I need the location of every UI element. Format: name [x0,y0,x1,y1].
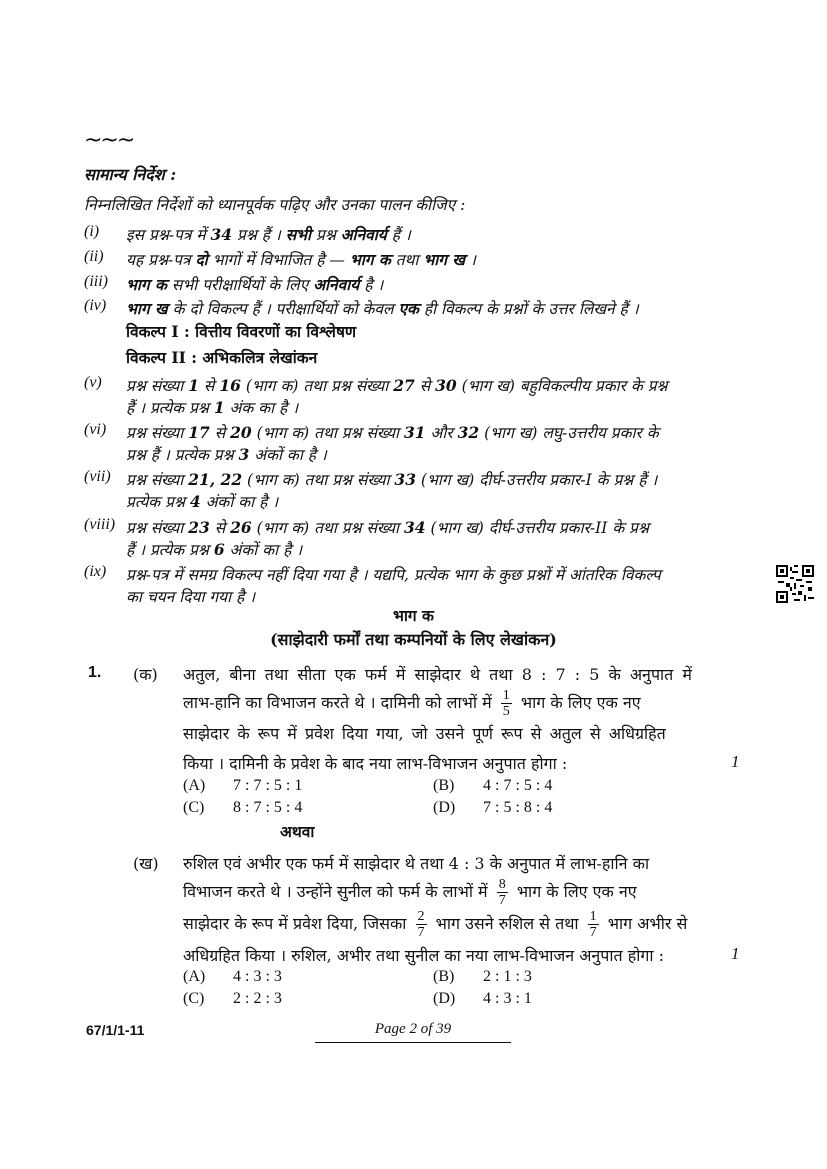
q1a-option-label: (A) [183,777,206,794]
instruction-text-part: प्रश्न संख्या [126,377,189,395]
instruction-number: (ix) [84,563,107,580]
q1b-line-3 [183,909,687,940]
instruction-text-part: 17 [188,423,210,442]
instruction-text-part: हैं । प्रत्येक प्रश्न [126,541,214,559]
q1b-option-label: (D) [433,990,456,1007]
fraction-denominator: 7 [417,925,425,940]
instruction-text-part: प्रश्न-पत्र में समग्र विकल्प नहीं दिया गया है । यद्यपि, प्रत्येक भाग के कुछ प्रश्नों में आंतरिक विकल्प [126,566,661,584]
instruction-text-part: ही विकल्प के प्रश्नों के उत्तर लिखने हैं । [418,300,639,318]
q1b-line-2 [183,877,637,908]
instruction-text-part: से [209,519,231,537]
instruction-number: (i) [84,223,100,240]
or-label: अथवा [280,822,315,841]
instruction-text-part: 4 [189,492,201,511]
instruction-line [126,374,746,396]
footer-rule [315,1042,511,1043]
instruction-text-part: अंक का है । [224,399,299,417]
instruction-text-part: प्रश्न संख्या [126,471,189,489]
instruction-line [126,516,746,538]
instruction-text-part: भागों में विभाजित है — [207,251,350,269]
instruction-number: (v) [84,374,102,391]
fraction-numerator: 8 [498,877,506,892]
instruction-text-part: (भाग क) तथा प्रश्न संख्या [240,377,394,395]
instruction-text-part: (भाग क) तथा प्रश्न संख्या [242,471,395,489]
instruction-text-part: अंकों का है । [200,493,279,511]
q1b-line-3-post: भाग अभीर से [607,914,688,933]
instruction-text-part: से [209,424,231,442]
q1b-option-label: (A) [183,968,206,985]
instruction-text-part: 34 [403,518,426,537]
instruction-text-part: 31 [403,423,426,442]
page-number: Page 2 of 39 [374,1021,452,1037]
question-1b-label: (ख) [133,854,159,873]
instruction-text-part: 32 [457,423,480,442]
instruction-number: (ii) [84,248,104,265]
q1a-option-label: (C) [183,799,205,816]
instruction-text-part: 23 [188,518,210,537]
q1a-option-value: 8 : 7 : 5 : 4 [233,799,303,816]
q1a-option-value: 7 : 5 : 8 : 4 [483,799,553,816]
q1b-fraction-1 [497,877,508,908]
section-subtitle: (साझेदारी फर्मों तथा कम्पनियों के लिए लेखांकन) [270,630,557,649]
instruction-text-part: अंकों का है । [224,541,303,559]
instruction-text-part: एक [398,299,419,318]
instruction-line [126,248,746,270]
instruction-text-part: सभी परीक्षार्थियों के लिए [166,276,314,294]
decor-tilde: ~~~ [84,128,134,153]
q1b-line-1: रुशिल एवं अभीर एक फर्म में साझेदार थे तथा 4 : 3 के अनुपात में लाभ-हानि का [183,854,650,873]
instruction-text-part: (भाग ख) बहुविकल्पीय प्रकार के प्रश्न [456,377,668,395]
instruction-text-part: से [198,377,220,395]
option-2: विकल्प II : अभिकलित्र लेखांकन [126,348,318,367]
q1b-option-value: 4 : 3 : 1 [483,990,532,1007]
instruction-text-part: (भाग क) तथा प्रश्न संख्या [251,519,404,537]
q1a-option-value: 4 : 7 : 5 : 4 [483,777,553,794]
instruction-text-part: भाग ख [423,250,466,269]
instruction-text-part: 1 [188,376,199,395]
instruction-text-part: प्रश्न हैं । [232,226,286,244]
instruction-text-part: भाग क [126,275,167,294]
instruction-number: (vi) [84,421,107,438]
instruction-text-part: । [465,251,476,269]
instruction-text-part: दो [195,250,208,269]
instruction-text-part: प्रश्न संख्या [126,519,189,537]
instruction-text-part: (भाग क) तथा प्रश्न संख्या [251,424,404,442]
instruction-line-continued [126,443,746,465]
q1a-option-value: 7 : 7 : 5 : 1 [233,777,303,794]
instruction-text-part: 26 [230,518,252,537]
instruction-text-part: 3 [238,445,250,464]
q1b-marks: 1 [731,944,740,963]
instruction-line [126,273,746,295]
instruction-text-part: का चयन दिया गया है । [126,588,256,606]
instruction-line-continued [126,490,746,512]
instruction-text-part: से [414,377,436,395]
q1b-option-label: (B) [433,968,455,985]
instruction-text-part: प्रश्न [311,226,341,244]
q1b-option-value: 2 : 2 : 3 [233,990,282,1007]
instructions-intro: निम्नलिखित निर्देशों को ध्यानपूर्वक पढ़िए और उनका पालन कीजिए : [84,196,466,214]
instruction-number: (viii) [84,516,116,533]
instruction-text-part: 16 [219,376,241,395]
q1b-fraction-3 [588,909,599,940]
q1a-option-label: (D) [433,799,456,816]
instruction-text-part: तथा [390,251,424,269]
instruction-text-part: अनिवार्य [313,275,360,294]
question-number: 1. [88,664,102,681]
instruction-text-part: (भाग ख) दीर्घ-उत्तरीय प्रकार-II के प्रश्न [425,519,649,537]
instruction-text-part: 6 [213,540,225,559]
instruction-line [126,468,746,490]
q1b-line-2-pre: विभाजन करते थे । उन्होंने सुनील को फर्म के लाभों में [183,882,488,901]
fraction-numerator: 1 [589,909,597,924]
instruction-line [126,297,746,319]
instruction-text-part: प्रश्न हैं । प्रत्येक प्रश्न [126,446,239,464]
instruction-text-part: के दो विकल्प हैं । परीक्षार्थियों को केवल [167,300,399,318]
q1a-line-2 [183,688,641,719]
q1b-line-4: अधिग्रहित किया । रुशिल, अभीर तथा सुनील का नया लाभ-विभाजन अनुपात होगा : [183,946,665,965]
fraction-numerator: 1 [502,688,510,703]
instruction-line [126,223,746,245]
q1a-line-3: साझेदार के रूप में प्रवेश दिया गया, जो उसने पूर्ण रूप से अतुल से अधिग्रहित [183,724,666,743]
option-1: विकल्प I : वित्तीय विवरणों का विश्लेषण [126,322,357,341]
instruction-line [126,563,746,585]
instruction-text-part: है । [359,276,384,294]
q1a-marks: 1 [731,752,740,771]
instruction-text-part: 20 [230,423,252,442]
instruction-text-part: भाग ख [126,299,168,318]
instruction-text-part: हैं । [386,226,411,244]
instruction-number: (vii) [84,468,111,485]
instruction-number: (iv) [84,297,107,314]
q1a-line-2-pre: लाभ-हानि का विभाजन करते थे । दामिनी को लाभों में [183,693,492,712]
instruction-text-part: (भाग ख) लघु-उत्तरीय प्रकार के [479,424,659,442]
instruction-text-part: और [425,424,458,442]
q1a-fraction [501,688,512,719]
instruction-text-part: भाग क [349,250,391,269]
q1b-fraction-2 [416,909,427,940]
instruction-text-part: सभी [285,225,312,244]
instructions-heading: सामान्य निर्देश : [84,165,177,184]
instruction-text-part: (भाग ख) दीर्घ-उत्तरीय प्रकार-I के प्रश्न हैं । [415,471,658,489]
instruction-text-part: हैं । प्रत्येक प्रश्न [126,399,214,417]
instruction-line-continued [126,396,746,418]
instruction-text-part: 33 [394,470,416,489]
q1a-line-4: किया । दामिनी के प्रवेश के बाद नया लाभ-विभाजन अनुपात होगा : [183,754,568,773]
instruction-text-part: यह प्रश्न-पत्र [126,251,196,269]
q1b-option-value: 4 : 3 : 3 [233,968,282,985]
q1a-option-label: (B) [433,777,455,794]
instruction-text-part: प्रत्येक प्रश्न [126,493,190,511]
fraction-numerator: 2 [417,909,425,924]
instruction-text-part: इस प्रश्न-पत्र में [126,226,211,244]
section-title: भाग क [393,606,434,625]
question-1a-label: (क) [133,665,158,684]
q1b-line-2-post: भाग के लिए एक नए [516,882,637,901]
instruction-text-part: 1 [213,398,225,417]
instruction-text-part: 21, 22 [188,470,243,489]
instruction-text-part: 27 [393,376,415,395]
q1b-option-value: 2 : 1 : 3 [483,968,532,985]
paper-code: 67/1/1-11 [86,1022,145,1038]
instruction-line-continued [126,538,746,560]
q1a-line-2-post: भाग के लिए एक नए [520,693,641,712]
q1b-line-3-pre: साझेदार के रूप में प्रवेश दिया, जिसका [183,914,407,933]
instruction-text-part: अंकों का है । [249,446,327,464]
q1b-line-3-mid: भाग उसने रुशिल से तथा [435,914,579,933]
q1a-line-1: अतुल, बीना तथा सीता एक फर्म में साझेदार थे तथा 8 : 7 : 5 के अनुपात में [183,665,692,684]
fraction-denominator: 7 [589,925,597,940]
fraction-denominator: 5 [502,704,510,719]
instruction-number: (iii) [84,273,108,290]
q1b-option-label: (C) [183,990,205,1007]
fraction-denominator: 7 [498,893,506,908]
instruction-line [126,421,746,443]
instruction-text-part: प्रश्न संख्या [126,424,189,442]
instruction-text-part: अनिवार्य [340,225,387,244]
qr-code-icon [776,565,814,603]
instruction-text-part: 34 [210,225,233,244]
instruction-text-part: 30 [435,376,457,395]
